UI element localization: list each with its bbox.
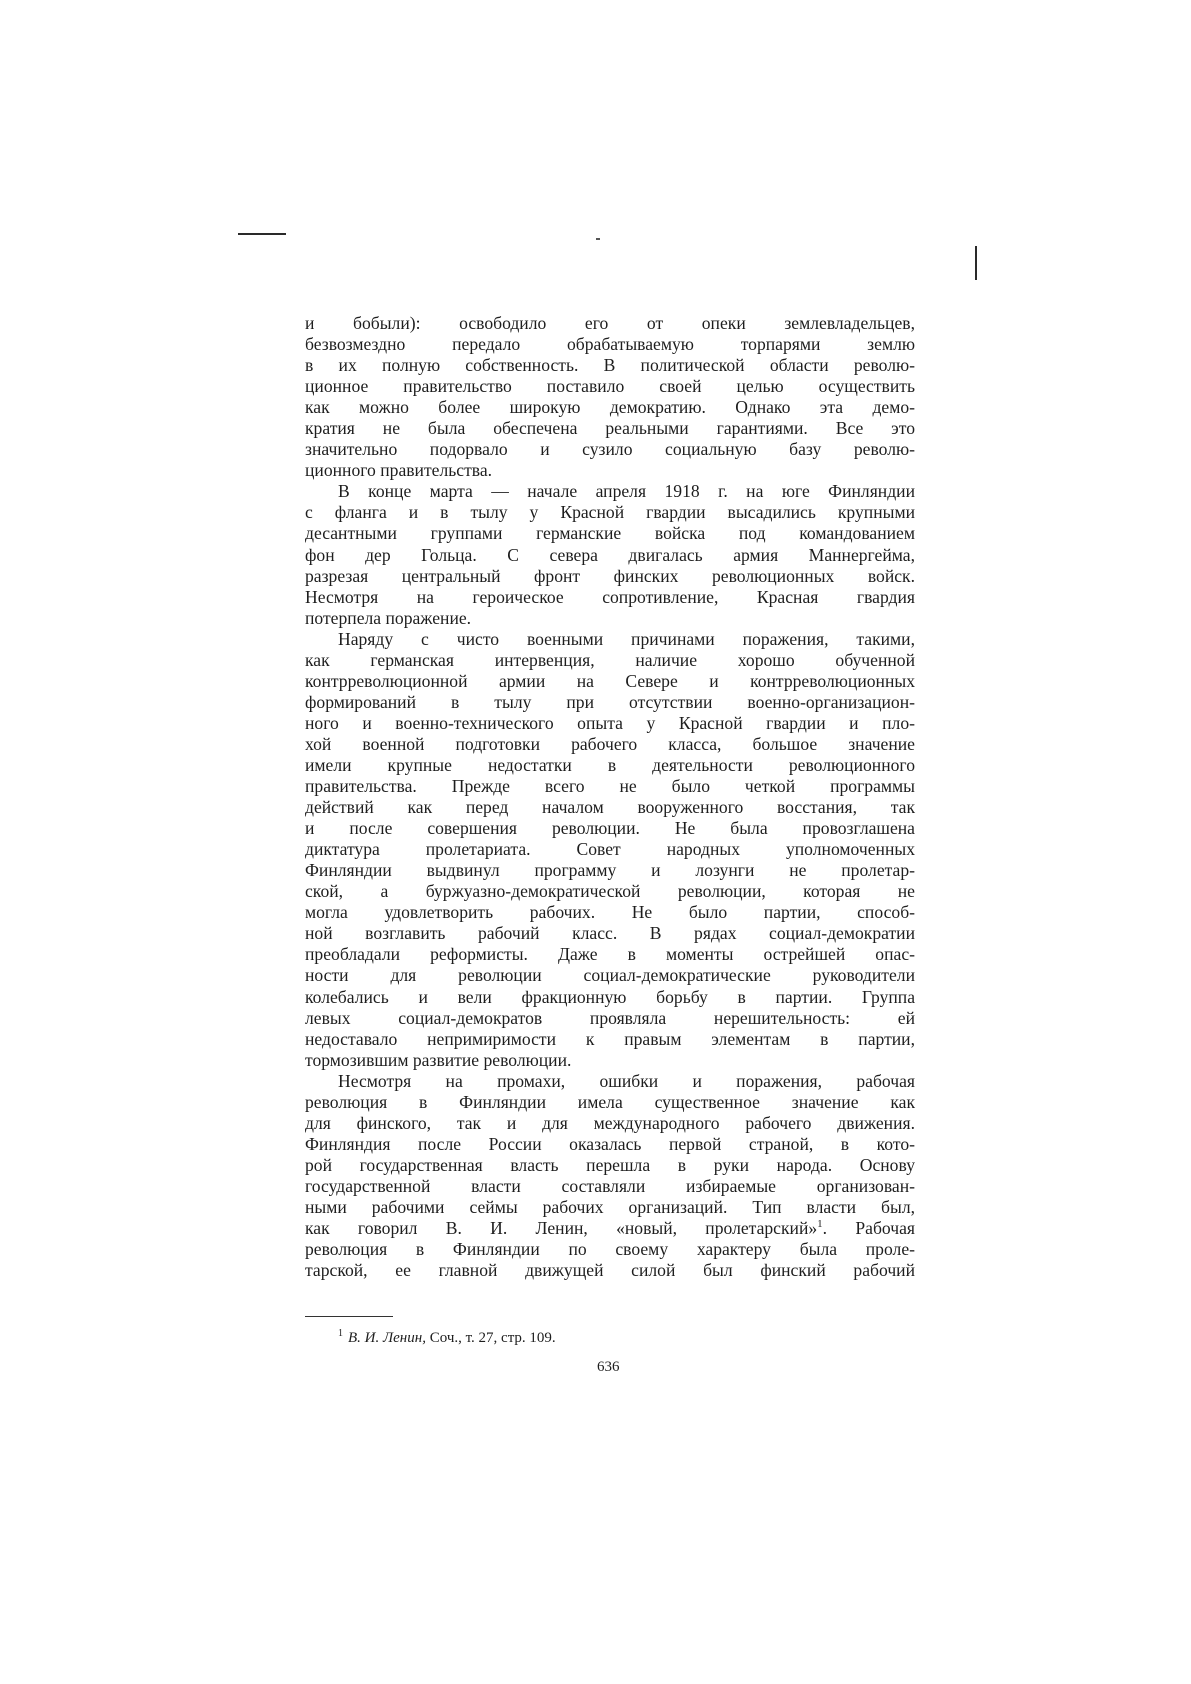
text-line: государственной власти составляли избираемые организован- xyxy=(305,1175,915,1196)
text-line: для финского, так и для международного рабочего движения. xyxy=(305,1112,915,1133)
text-line: рой государственная власть перешла в руки народа. Основу xyxy=(305,1154,915,1175)
text-line: значительно подорвало и сузило социальную базу револю- xyxy=(305,439,915,460)
text-line: и после совершения революции. Не была провозглашена xyxy=(305,818,915,839)
text-line: могла удовлетворить рабочих. Не было партии, способ- xyxy=(305,902,915,923)
text-line: с фланга и в тылу у Красной гвардии высадились крупными xyxy=(305,502,915,523)
text-line: ной возглавить рабочий класс. В рядах социал-демократии xyxy=(305,923,915,944)
footnote xyxy=(338,1325,556,1347)
text-line: формирований в тылу при отсутствии военно-организацион- xyxy=(305,691,915,712)
text-line: действий как перед началом вооруженного восстания, так xyxy=(305,797,915,818)
scan-margin-mark-vertical xyxy=(975,246,977,280)
text-line: В конце марта — начале апреля 1918 г. на юге Финляндии xyxy=(338,481,915,502)
text-line: хой военной подготовки рабочего класса, большое значение xyxy=(305,733,915,754)
footnote-mark: 1 xyxy=(338,1328,343,1339)
text-line: ными рабочими сеймы рабочих организаций. Тип власти был, xyxy=(305,1196,915,1217)
text-line: и бобыли): освободило его от опеки землевладельцев, xyxy=(305,313,915,333)
text-line: Несмотря на героическое сопротивление, Красная гвардия xyxy=(305,586,915,607)
text-line: разрезая центральный фронт финских революционных войск. xyxy=(305,565,915,586)
text-line: потерпела поражение. xyxy=(305,607,472,628)
text-line: революция в Финляндии по своему характеру была проле- xyxy=(305,1239,915,1260)
text-line: диктатура пролетариата. Совет народных уполномоченных xyxy=(305,839,915,860)
text-line: кратия не была обеспечена реальными гарантиями. Все это xyxy=(305,418,915,439)
text-line: ской, а буржуазно-демократической революции, которая не xyxy=(305,881,915,902)
footnote-source: Соч., т. 27, стр. 109. xyxy=(429,1330,556,1346)
footnote-reference: 1 xyxy=(817,1218,823,1231)
paragraph-1 xyxy=(305,313,915,481)
text-line: безвозмездно передало обрабатываемую торпарями землю xyxy=(305,334,915,355)
page-number: 636 xyxy=(597,1359,620,1375)
text-line-with-note xyxy=(305,1218,915,1239)
text-line: ционное правительство поставило своей целью осуществить xyxy=(305,376,915,397)
text-line: колебались и вели фракционную борьбу в партии. Группа xyxy=(305,986,915,1007)
text-line: Финляндия после России оказалась первой страной, в кото- xyxy=(305,1133,915,1154)
text-line: Несмотря на промахи, ошибки и поражения, рабочая xyxy=(338,1070,915,1091)
text-line: ного и военно-технического опыта у Красной гвардии и пло- xyxy=(305,712,915,733)
text-line: революция в Финляндии имела существенное значение как xyxy=(305,1091,915,1112)
paragraph-2 xyxy=(305,481,915,628)
text-line: ности для революции социал-демократические руководители xyxy=(305,965,915,986)
text-line: как германская интервенция, наличие хорошо обученной xyxy=(305,649,915,670)
text-line: Наряду с чисто военными причинами поражения, такими, xyxy=(338,628,915,649)
text-line: десантными группами германские войска под командованием xyxy=(305,523,915,544)
text-line: левых социал-демократов проявляла нерешительность: ей xyxy=(305,1007,915,1028)
footnote-author: В. И. Ленин, xyxy=(348,1330,426,1346)
text-line: Финляндии выдвинул программу и лозунги не пролетар- xyxy=(305,860,915,881)
scan-margin-mark xyxy=(238,233,286,235)
footnote-divider xyxy=(305,1316,393,1317)
text-line: тарской, ее главной движущей силой был финский рабочий xyxy=(305,1260,915,1281)
text-line: контрреволюционной армии на Севере и контрреволюционных xyxy=(305,670,915,691)
text-line: как можно более широкую демократию. Однако эта демо- xyxy=(305,397,915,418)
text-line: ционного правительства. xyxy=(305,460,493,481)
text-line: фон дер Гольца. С севера двигалась армия Маннергейма, xyxy=(305,544,915,565)
paragraph-3 xyxy=(305,629,915,1071)
text-line: правительства. Прежде всего не было четкой программы xyxy=(305,776,915,797)
text-segment: как говорил В. И. Ленин, «новый, пролетарский» xyxy=(305,1218,818,1239)
main-text xyxy=(305,313,915,1281)
text-line: тормозившим развитие революции. xyxy=(305,1049,572,1070)
text-line: имели крупные недостатки в деятельности революционного xyxy=(305,754,915,775)
scan-speck xyxy=(596,238,600,240)
text-line: в их полную собственность. В политической области револю- xyxy=(305,355,915,376)
text-line: недоставало непримиримости к правым элементам в партии, xyxy=(305,1028,915,1049)
paragraph-4 xyxy=(305,1071,915,1281)
text-line: преобладали реформисты. Даже в моменты острейшей опас- xyxy=(305,944,915,965)
text-segment: . Рабочая xyxy=(822,1218,915,1239)
